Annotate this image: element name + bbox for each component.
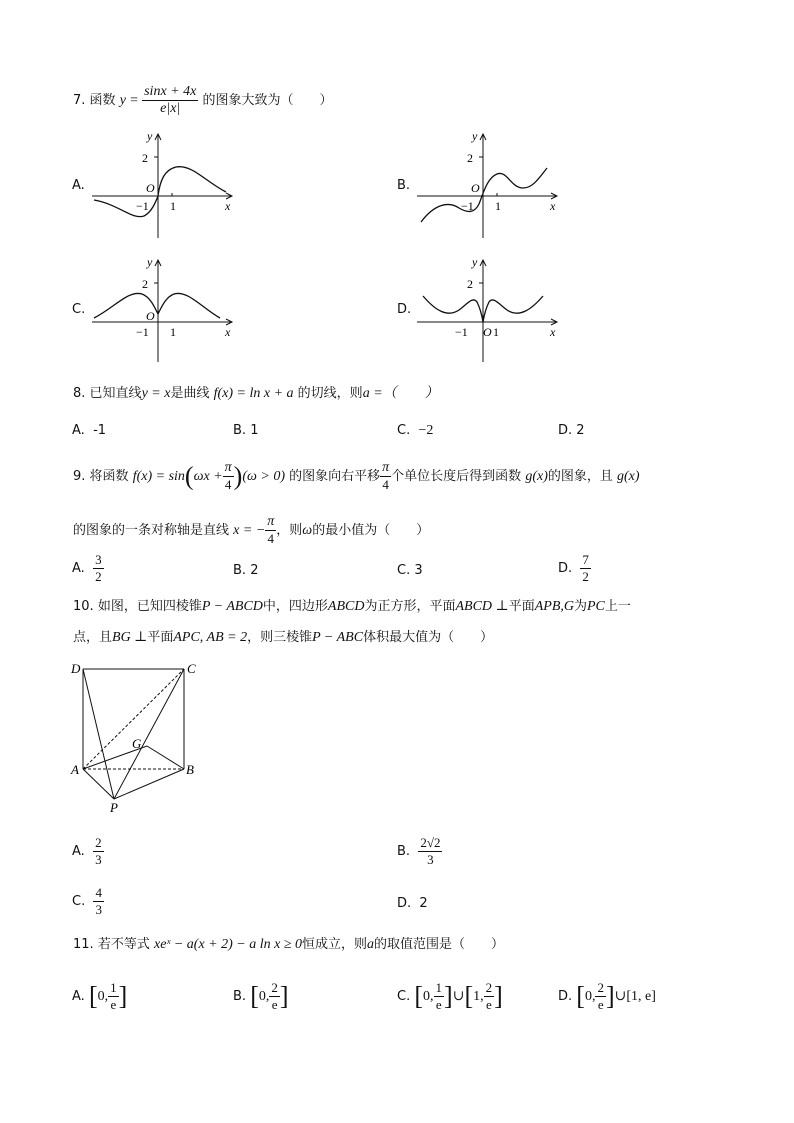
x-pos-tick: 1 [170,325,176,339]
q8-curve: f(x) = ln x + a [213,386,294,401]
option-label: C. [397,563,411,578]
q8-number: 8. [73,386,86,401]
option-value: 2 [576,423,585,438]
option-label: A. [72,844,85,859]
interval-left: 0, [423,989,434,1004]
x-label: x [550,199,556,213]
q10-line1f: 上一 [604,599,631,614]
q9-option-c[interactable] [397,562,423,580]
q11-option-a[interactable] [72,980,127,1013]
bracket-close: ] [118,981,128,1011]
q11-stem [73,936,504,954]
interval-tail: [1, e] [626,989,656,1004]
option-value: −2 [418,423,434,438]
axes [92,260,232,362]
frac-num: 1 [110,980,117,995]
q9-four: 4 [223,476,234,493]
q9-axis-pi: π [267,514,275,529]
x-pos-tick: 1 [170,199,176,213]
x-neg-tick: −1 [461,199,474,213]
q8-option-a[interactable] [72,422,106,440]
q9-line2-suffix: 的最小值为（ ） [312,523,430,538]
frac-den: 2 [95,569,102,584]
q7-suffix: 的图象大致为（ ） [202,93,333,108]
axes [417,134,557,238]
q9-inner: ωx + [193,469,223,484]
frac-den: e [108,996,119,1013]
x-label: x [225,325,231,339]
q8-prefix: 已知直线 [89,386,142,401]
q10-line2b: 平面 [147,630,174,645]
option-fraction [595,980,606,1013]
q10-option-c[interactable] [72,885,104,918]
q7-stem [73,84,332,117]
q10-option-d[interactable] [397,895,428,913]
frac-den: 3 [95,902,102,917]
q8-stem [73,385,439,403]
q10-line1: 如图，已知四棱锥 [97,599,202,614]
q10-apb: APB,G [534,599,574,614]
q9-shift-pi: π [382,460,390,475]
frac-num: 2 [271,980,278,995]
bracket-open: [ [576,981,585,1011]
q9-pi: π [224,460,232,475]
q9-fx: f(x) = sin [132,469,185,484]
frac-num: 4 [95,885,102,900]
q10-line2c: ，则三棱锥 [247,630,313,645]
q9-line2-prefix: 的图象的一条对称轴是直线 [73,523,230,538]
frac-num: 7 [582,552,589,567]
frac-num: 3 [95,552,102,567]
q9-mid: 的图象向右平移 [289,469,381,484]
bracket-open: [ [88,981,98,1011]
q10-p-abcd: P − ABCD [201,599,263,614]
q10-abcd: ABCD [327,599,365,614]
q9-line2-mid: ，则 [276,523,303,538]
q7-graph-a[interactable] [88,126,238,241]
q7-y: y [119,93,126,108]
q9-paren-open: ( [184,461,194,491]
y-tick: 2 [467,277,473,291]
frac-den: 3 [95,852,102,867]
axes [92,134,232,238]
q10-stem-line2 [73,629,493,647]
frac-den: e [269,996,280,1013]
option-label: A. [72,989,85,1004]
q8-line-eq: y = x [141,386,171,401]
q7-graph-b[interactable] [413,126,563,241]
vertex-b-label: B [186,762,194,777]
bracket-close: ] [605,981,615,1011]
q7-graph-c[interactable] [88,252,238,364]
q9-axis-frac [265,514,276,547]
union-symbol: ∪ [452,989,465,1004]
option-fraction [93,885,104,918]
q8-suffix: 的切线，则 [297,386,363,401]
q7-numerator: sinx + 4x [144,84,197,99]
q9-option-a[interactable] [72,552,104,585]
option-label: B. [397,844,411,859]
option-value: 2 [250,563,259,578]
q11-prefix: 若不等式 [97,937,150,952]
q9-cond: (ω > 0) [242,469,285,484]
q11-inequality: xeˣ − a(x + 2) − a ln x ≥ 0 [153,937,303,952]
q11-option-c[interactable] [397,980,503,1013]
q7-prefix: 函数 [89,93,116,108]
q10-option-b[interactable] [397,835,442,868]
q10-number: 10. [73,599,94,614]
q9-number: 9. [73,469,86,484]
q7-fraction [142,84,198,117]
q7-option-d-label[interactable]: D. [397,302,412,317]
option-label: B. [233,423,247,438]
option-value: 3 [414,563,423,578]
curve-c [94,293,220,318]
option-fraction [269,980,280,1013]
bracket-close-2: ] [494,981,503,1011]
frac-den: e [434,996,445,1013]
y-label: y [472,255,478,269]
x-neg-tick: −1 [136,325,149,339]
q10-perp: ABCD ⊥ [455,599,509,614]
q9-pi-over-4 [223,460,234,493]
q8-option-b[interactable] [233,422,258,440]
option-label: C. [397,989,411,1004]
pyramid-edges [83,669,184,799]
q8-option-d[interactable] [558,422,585,440]
option-label: D. [397,896,412,911]
option-label: C. [397,423,411,438]
q7-number: 7. [73,93,86,108]
x-label: x [225,199,231,213]
q9-axis-four: 4 [265,530,276,547]
q10-line1e: 为 [573,599,587,614]
q7-option-b-label[interactable]: B. [397,178,411,193]
q9-paren-close: ) [233,461,243,491]
bracket-open: [ [414,981,424,1011]
q8-option-c[interactable] [397,422,433,440]
q7-option-a-label[interactable]: A. [72,178,85,193]
frac-den: 2 [582,569,589,584]
q9-stem-line2 [73,514,429,547]
option-fraction-2 [484,980,495,1013]
option-value: 2 [419,896,428,911]
x-pos-tick: 1 [495,199,501,213]
frac-den: e [484,996,495,1013]
q10-bg: BG ⊥ [112,630,148,645]
x-pos-tick: 1 [493,325,499,339]
option-label: B. [233,563,247,578]
vertex-p-label: P [110,800,118,815]
q10-pc: PC [587,599,605,614]
y-tick: 2 [142,151,148,165]
origin-label: O [146,309,155,323]
q9-prefix: 将函数 [89,469,129,484]
frac-num: 1 [435,980,443,995]
frac-num: 2 [485,980,493,995]
curve-b [421,168,547,222]
q7-option-c-label[interactable]: C. [72,302,86,317]
option-fraction [108,980,119,1013]
option-fraction [434,980,445,1013]
y-tick: 2 [142,277,148,291]
q11-option-b[interactable] [233,980,289,1013]
q10-option-a[interactable] [72,835,104,868]
frac-den: e [595,996,606,1013]
q8-mid: 是曲线 [170,386,210,401]
option-label: D. [558,989,573,1004]
bracket-close: ] [444,981,453,1011]
y-label: y [147,129,153,143]
bracket-open: [ [250,981,259,1011]
option-value: 1 [250,423,259,438]
q9-option-b[interactable] [233,562,258,580]
option-fraction [93,552,104,585]
interval-left: 0, [258,989,270,1004]
q9-gx-2: g(x) [617,469,640,484]
option-fraction [580,552,591,585]
q10-line1c: 为正方形，平面 [364,599,456,614]
x-label: x [550,325,556,339]
vertex-a-label: A [71,762,79,777]
q10-stem-line1 [73,598,631,616]
option-label: D. [558,561,573,576]
q9-shift-four: 4 [380,476,391,493]
q7-denominator: e|x| [142,100,198,117]
option-label: A. [72,561,85,576]
y-tick: 2 [467,151,473,165]
q7-eq: = [130,93,138,108]
q9-mid3: 的图象，且 [547,469,613,484]
q9-mid2: 个单位长度后得到函数 [391,469,522,484]
q11-suffix: 的取值范围是（ ） [374,937,505,952]
option-value: -1 [93,423,107,438]
q10-line2d: 体积最大值为（ ） [363,630,494,645]
frac-den: 3 [418,851,442,868]
vertex-d-label: D [71,661,81,676]
q9-shift [380,460,391,493]
q11-a: a [367,937,375,952]
axes [417,260,557,362]
option-label: A. [72,423,85,438]
interval-left-2: 1, [473,989,484,1004]
q11-mid: 恒成立，则 [302,937,368,952]
point-g-label: G [132,736,142,751]
origin-label: O [471,181,480,195]
bracket-open-2: [ [464,981,474,1011]
q10-pabc: P − ABC [312,630,364,645]
x-neg-tick: −1 [455,325,468,339]
q9-omega: ω [302,523,313,538]
q11-number: 11. [73,937,94,952]
q9-stem-line1 [73,460,640,493]
origin-label: O [483,325,492,339]
union-symbol: ∪ [614,989,627,1004]
q8-ask: a =（ ） [362,386,439,401]
q9-gx: g(x) [525,469,548,484]
interval-left: 0, [584,989,596,1004]
q11-option-d[interactable] [558,980,656,1013]
q7-graph-d[interactable] [413,252,563,364]
q10-apc: APC, AB = 2 [173,630,248,645]
q10-line1d: 平面 [508,599,535,614]
q10-pyramid-figure [66,658,206,818]
q9-option-d[interactable] [558,552,591,585]
y-label: y [147,255,153,269]
option-fraction [93,835,104,868]
bracket-close: ] [279,981,289,1011]
origin-label: O [146,181,155,195]
option-fraction [418,835,442,868]
q9-axis-eq: x = − [233,523,266,538]
frac-num: 2√2 [420,835,441,850]
q10-line1b: 中，四边形 [262,599,328,614]
option-label: C. [72,894,86,909]
frac-num: 2 [95,835,102,850]
option-label: B. [233,989,247,1004]
interval-left: 0, [97,989,109,1004]
curve-a [94,167,226,217]
option-label: D. [558,423,573,438]
x-neg-tick: −1 [136,199,149,213]
q10-line2a: 点，且 [73,630,113,645]
vertex-c-label: C [187,661,196,676]
frac-num: 2 [597,980,604,995]
y-label: y [472,129,478,143]
